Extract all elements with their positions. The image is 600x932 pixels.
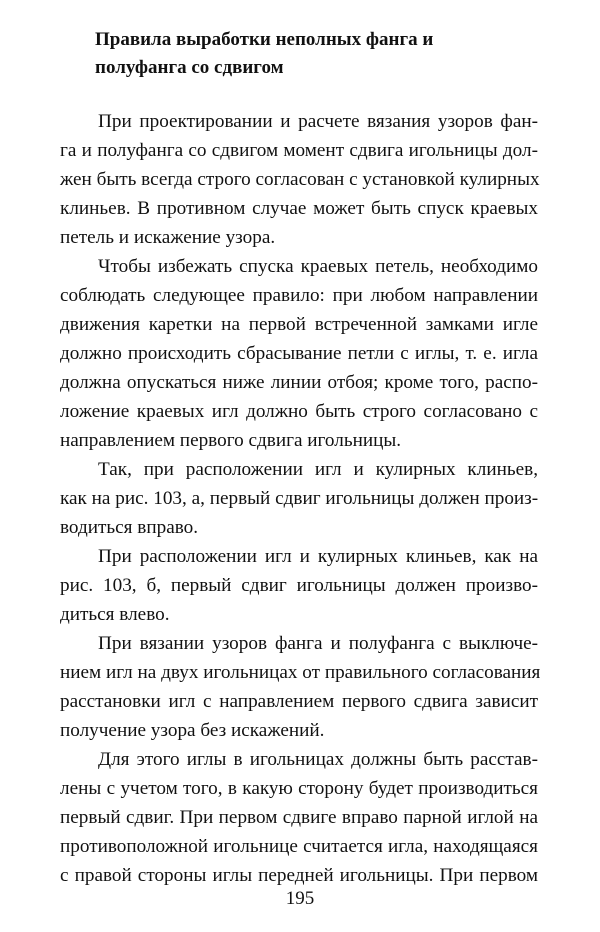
text-line: Для этого иглы в игольницах должны быть расстав- [98, 749, 538, 770]
text-line: При расположении игл и кулирных клиньев, как на [98, 546, 538, 567]
text-line: с правой стороны иглы передней игольницы. При первом [60, 865, 538, 886]
text-line: жен быть всегда строго согласован с установкой кулирных [60, 169, 540, 190]
text-line: га и полуфанга со сдвигом момент сдвига игольницы дол- [60, 140, 538, 161]
text-line: движения каретки на первой встреченной замками игле [60, 314, 538, 335]
text-line: ложение краевых игл должно быть строго согласовано с [60, 401, 538, 422]
page-number: 195 [285, 888, 315, 909]
body-text [60, 107, 541, 890]
text-line: Чтобы избежать спуска краевых петель, необходимо [98, 256, 538, 277]
text-line: первый сдвиг. При первом сдвиге вправо парной иглой на [60, 807, 538, 828]
text-line: При вязании узоров фанга и полуфанга с выключе- [98, 633, 538, 654]
text-line: получение узора без искажений. [60, 720, 325, 741]
heading-line-2: полуфанга со сдвигом [95, 57, 284, 78]
text-line: клиньев. В противном случае может быть спуск краевых [60, 198, 538, 219]
text-line: расстановки игл с направлением первого сдвига зависит [60, 691, 538, 712]
text-line: противоположной игольнице считается игла, находящаяся [60, 836, 538, 857]
text-line: петель и искажение узора. [60, 227, 276, 248]
text-line: лены с учетом того, в какую сторону будет производиться [60, 778, 538, 799]
section-heading [95, 26, 535, 82]
text-line: рис. 103, б, первый сдвиг игольницы должен произво- [60, 575, 538, 596]
text-line: водиться вправо. [60, 517, 199, 538]
text-line: должно происходить сбрасывание петли с иглы, т. е. игла [60, 343, 538, 364]
heading-line-1: Правила выработки неполных фанга и [95, 29, 434, 50]
text-line: должна опускаться ниже линии отбоя; кроме того, распо- [60, 372, 538, 393]
text-line: как на рис. 103, а, первый сдвиг игольницы должен произ- [60, 488, 539, 509]
text-line: соблюдать следующее правило: при любом направлении [60, 285, 538, 306]
text-line: При проектировании и расчете вязания узоров фан- [98, 111, 538, 132]
text-line: нием игл на двух игольницах от правильного согласования [60, 662, 541, 683]
text-line: диться влево. [60, 604, 170, 625]
text-line: направлением первого сдвига игольницы. [60, 430, 402, 451]
text-line: Так, при расположении игл и кулирных клиньев, [98, 459, 538, 480]
